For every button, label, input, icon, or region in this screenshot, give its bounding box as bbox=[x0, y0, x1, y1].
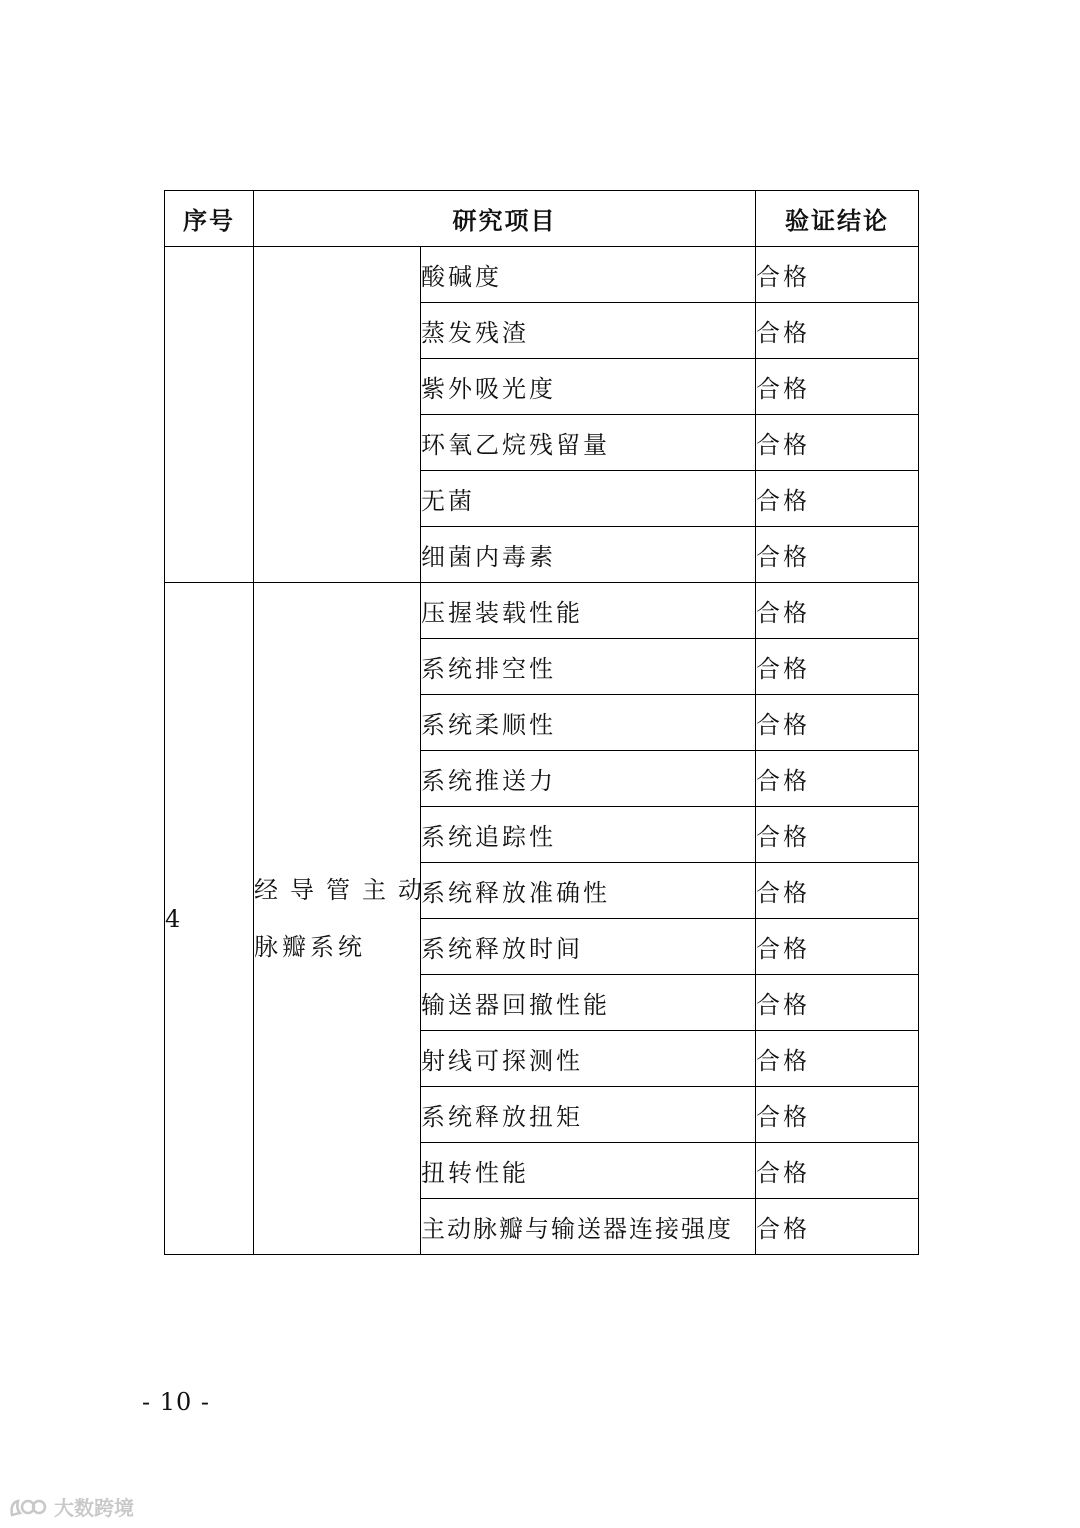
result-cell: 合格 bbox=[756, 863, 919, 919]
group-name-line1: 经导管主动 bbox=[254, 875, 434, 904]
item-cell: 主动脉瓣与输送器连接强度 bbox=[421, 1199, 756, 1255]
result-cell: 合格 bbox=[756, 1031, 919, 1087]
result-cell: 合格 bbox=[756, 583, 919, 639]
result-cell: 合格 bbox=[756, 1087, 919, 1143]
result-cell: 合格 bbox=[756, 695, 919, 751]
item-cell: 紫外吸光度 bbox=[421, 359, 756, 415]
result-cell: 合格 bbox=[756, 1199, 919, 1255]
table-header-row bbox=[165, 191, 919, 247]
result-cell: 合格 bbox=[756, 975, 919, 1031]
table-row bbox=[165, 247, 919, 303]
item-cell: 环氧乙烷残留量 bbox=[421, 415, 756, 471]
group-name-cell bbox=[254, 583, 434, 1255]
watermark bbox=[8, 1492, 134, 1521]
header-seq: 序号 bbox=[165, 191, 254, 247]
table-body bbox=[165, 247, 919, 1255]
item-cell: 射线可探测性 bbox=[421, 1031, 756, 1087]
header-project: 研究项目 bbox=[254, 191, 756, 247]
seq-cell-empty bbox=[165, 247, 254, 583]
result-cell: 合格 bbox=[756, 247, 919, 303]
group-cell-empty bbox=[254, 247, 421, 583]
item-cell: 蒸发残渣 bbox=[421, 303, 756, 359]
verification-table bbox=[164, 190, 919, 1255]
item-cell: 系统释放时间 bbox=[421, 919, 756, 975]
item-cell: 系统推送力 bbox=[421, 751, 756, 807]
item-cell: 系统释放扭矩 bbox=[421, 1087, 756, 1143]
result-cell: 合格 bbox=[756, 303, 919, 359]
result-cell: 合格 bbox=[756, 471, 919, 527]
item-cell: 输送器回撤性能 bbox=[421, 975, 756, 1031]
watermark-logo-icon bbox=[8, 1495, 48, 1519]
item-cell: 系统追踪性 bbox=[421, 807, 756, 863]
item-cell: 系统柔顺性 bbox=[421, 695, 756, 751]
header-conclusion: 验证结论 bbox=[756, 191, 919, 247]
result-cell: 合格 bbox=[756, 415, 919, 471]
result-cell: 合格 bbox=[756, 919, 919, 975]
item-cell: 酸碱度 bbox=[421, 247, 756, 303]
group-name-line2: 脉瓣系统 bbox=[254, 932, 366, 961]
result-cell: 合格 bbox=[756, 639, 919, 695]
item-cell: 压握装载性能 bbox=[421, 583, 756, 639]
item-cell: 无菌 bbox=[421, 471, 756, 527]
item-cell: 扭转性能 bbox=[421, 1143, 756, 1199]
result-cell: 合格 bbox=[756, 807, 919, 863]
result-cell: 合格 bbox=[756, 527, 919, 583]
result-cell: 合格 bbox=[756, 1143, 919, 1199]
seq-cell: 4 bbox=[165, 583, 254, 1255]
table-row bbox=[165, 583, 919, 639]
page-number: - 10 - bbox=[142, 1388, 211, 1416]
item-cell: 细菌内毒素 bbox=[421, 527, 756, 583]
item-cell: 系统排空性 bbox=[421, 639, 756, 695]
result-cell: 合格 bbox=[756, 359, 919, 415]
result-cell: 合格 bbox=[756, 751, 919, 807]
watermark-text: 大数跨境 bbox=[54, 1496, 134, 1520]
item-cell: 系统释放准确性 bbox=[421, 863, 756, 919]
